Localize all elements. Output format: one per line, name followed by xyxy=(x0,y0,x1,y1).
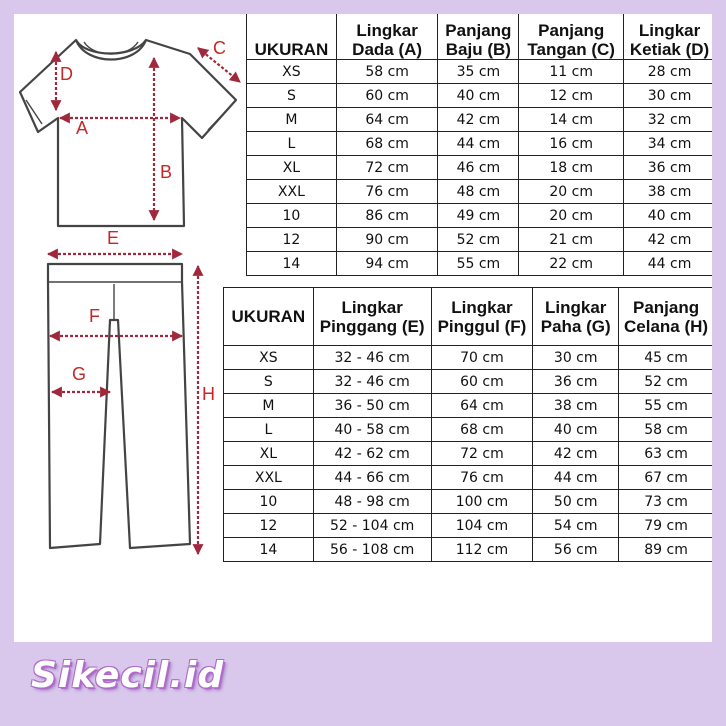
pants-size-table xyxy=(223,287,712,562)
measurement-cell: 68 cm xyxy=(431,418,533,442)
measurement-cell: 50 cm xyxy=(533,490,619,514)
measurement-cell: 44 cm xyxy=(438,132,519,156)
measurement-cell: 64 cm xyxy=(431,394,533,418)
table-row xyxy=(247,204,713,228)
size-cell: 10 xyxy=(224,490,314,514)
table-row xyxy=(224,538,713,562)
measurement-cell: 90 cm xyxy=(336,228,438,252)
table-row xyxy=(247,84,713,108)
size-cell: L xyxy=(247,132,337,156)
measurement-cell: 56 cm xyxy=(533,538,619,562)
size-cell: L xyxy=(224,418,314,442)
measurement-cell: 58 cm xyxy=(619,418,712,442)
size-cell: XL xyxy=(247,156,337,180)
measurement-cell: 44 cm xyxy=(533,466,619,490)
measurement-cell: 52 - 104 cm xyxy=(313,514,431,538)
measurement-cell: 30 cm xyxy=(624,84,712,108)
measurement-cell: 36 - 50 cm xyxy=(313,394,431,418)
measurement-cell: 76 cm xyxy=(336,180,438,204)
measurement-cell: 58 cm xyxy=(336,60,438,84)
label-d: D xyxy=(60,64,73,84)
measurement-cell: 64 cm xyxy=(336,108,438,132)
measurement-cell: 14 cm xyxy=(519,108,624,132)
label-a: A xyxy=(76,118,89,138)
measurement-cell: 36 cm xyxy=(624,156,712,180)
measurement-cell: 46 cm xyxy=(438,156,519,180)
measurement-cell: 73 cm xyxy=(619,490,712,514)
size-cell: XXL xyxy=(224,466,314,490)
pants-outline xyxy=(48,264,190,548)
measurement-cell: 42 - 62 cm xyxy=(313,442,431,466)
measurement-cell: 40 cm xyxy=(624,204,712,228)
measurement-cell: 32 - 46 cm xyxy=(313,346,431,370)
measurement-cell: 40 cm xyxy=(533,418,619,442)
measurement-cell: 76 cm xyxy=(431,466,533,490)
measurement-cell: 48 cm xyxy=(438,180,519,204)
pants-header-length: Panjang Celana (H) xyxy=(619,288,712,346)
tshirt-outline xyxy=(20,40,236,226)
label-h: H xyxy=(202,384,215,404)
measurement-cell: 60 cm xyxy=(431,370,533,394)
size-cell: 10 xyxy=(247,204,337,228)
measurement-cell: 70 cm xyxy=(431,346,533,370)
size-cell: 12 xyxy=(224,514,314,538)
measurement-cell: 32 cm xyxy=(624,108,712,132)
measurement-cell: 55 cm xyxy=(438,252,519,276)
table-row xyxy=(224,370,713,394)
shirt-size-table xyxy=(246,14,712,276)
measurement-cell: 38 cm xyxy=(533,394,619,418)
size-cell: 12 xyxy=(247,228,337,252)
size-cell: 14 xyxy=(224,538,314,562)
measurement-cell: 12 cm xyxy=(519,84,624,108)
measurement-cell: 20 cm xyxy=(519,204,624,228)
label-b: B xyxy=(160,162,173,182)
size-cell: XL xyxy=(224,442,314,466)
measurement-cell: 68 cm xyxy=(336,132,438,156)
measurement-cell: 35 cm xyxy=(438,60,519,84)
size-cell: M xyxy=(247,108,337,132)
measurement-cell: 38 cm xyxy=(624,180,712,204)
measurement-cell: 89 cm xyxy=(619,538,712,562)
measurement-cell: 104 cm xyxy=(431,514,533,538)
measurement-cell: 28 cm xyxy=(624,60,712,84)
table-row xyxy=(247,180,713,204)
measurement-cell: 42 cm xyxy=(533,442,619,466)
size-cell: M xyxy=(224,394,314,418)
pants-header-thigh: Lingkar Paha (G) xyxy=(533,288,619,346)
table-row xyxy=(247,60,713,84)
shirt-header-sleeve: Panjang Tangan (C) xyxy=(519,14,624,60)
table-row xyxy=(224,346,713,370)
size-cell: S xyxy=(247,84,337,108)
measurement-cell: 72 cm xyxy=(431,442,533,466)
measurement-cell: 30 cm xyxy=(533,346,619,370)
shirt-header-length: Panjang Baju (B) xyxy=(438,14,519,60)
measurement-cell: 16 cm xyxy=(519,132,624,156)
measurement-cell: 40 - 58 cm xyxy=(313,418,431,442)
shirt-header-armhole: Lingkar Ketiak (D) xyxy=(624,14,712,60)
measurement-cell: 32 - 46 cm xyxy=(313,370,431,394)
pants-header-size: UKURAN xyxy=(224,288,314,346)
table-row xyxy=(247,108,713,132)
size-cell: 14 xyxy=(247,252,337,276)
table-row xyxy=(224,466,713,490)
size-cell: XS xyxy=(224,346,314,370)
measurement-cell: 18 cm xyxy=(519,156,624,180)
brand-logo: Sikecil.id xyxy=(31,655,225,696)
table-row xyxy=(247,156,713,180)
table-row xyxy=(224,394,713,418)
measurement-cell: 48 - 98 cm xyxy=(313,490,431,514)
size-cell: XXL xyxy=(247,180,337,204)
measurement-cell: 94 cm xyxy=(336,252,438,276)
table-row xyxy=(224,442,713,466)
pants-table-body xyxy=(224,346,713,562)
measurement-cell: 42 cm xyxy=(438,108,519,132)
measurement-cell: 60 cm xyxy=(336,84,438,108)
measurement-cell: 44 cm xyxy=(624,252,712,276)
measurement-cell: 42 cm xyxy=(624,228,712,252)
measurement-cell: 79 cm xyxy=(619,514,712,538)
table-row xyxy=(224,514,713,538)
measurement-cell: 36 cm xyxy=(533,370,619,394)
measurement-cell: 55 cm xyxy=(619,394,712,418)
measurement-cell: 86 cm xyxy=(336,204,438,228)
table-row xyxy=(224,418,713,442)
table-row xyxy=(247,132,713,156)
measurement-cell: 52 cm xyxy=(438,228,519,252)
measurement-cell: 67 cm xyxy=(619,466,712,490)
pants-header-waist: Lingkar Pinggang (E) xyxy=(313,288,431,346)
pants-header-hip: Lingkar Pinggul (F) xyxy=(431,288,533,346)
measurement-cell: 40 cm xyxy=(438,84,519,108)
pants-table-header-row xyxy=(224,288,713,346)
size-chart-sheet xyxy=(14,14,712,642)
measurement-cell: 20 cm xyxy=(519,180,624,204)
shirt-table-body xyxy=(247,60,713,276)
measurement-cell: 21 cm xyxy=(519,228,624,252)
measurement-cell: 112 cm xyxy=(431,538,533,562)
shirt-table-header-row xyxy=(247,14,713,60)
measurement-cell: 52 cm xyxy=(619,370,712,394)
shirt-header-chest: Lingkar Dada (A) xyxy=(336,14,438,60)
measurement-cell: 49 cm xyxy=(438,204,519,228)
measurement-cell: 22 cm xyxy=(519,252,624,276)
label-g: G xyxy=(72,364,87,384)
label-f: F xyxy=(89,306,100,326)
size-cell: XS xyxy=(247,60,337,84)
table-row xyxy=(224,490,713,514)
measurement-cell: 72 cm xyxy=(336,156,438,180)
measurement-cell: 11 cm xyxy=(519,60,624,84)
measurement-cell: 54 cm xyxy=(533,514,619,538)
measurement-cell: 34 cm xyxy=(624,132,712,156)
measurement-cell: 63 cm xyxy=(619,442,712,466)
size-cell: S xyxy=(224,370,314,394)
label-c: C xyxy=(213,38,226,58)
measurement-cell: 56 - 108 cm xyxy=(313,538,431,562)
table-row xyxy=(247,228,713,252)
measurement-cell: 44 - 66 cm xyxy=(313,466,431,490)
measurement-cell: 100 cm xyxy=(431,490,533,514)
label-e: E xyxy=(107,228,120,248)
shirt-header-size: UKURAN xyxy=(247,14,337,60)
table-row xyxy=(247,252,713,276)
measurement-cell: 45 cm xyxy=(619,346,712,370)
